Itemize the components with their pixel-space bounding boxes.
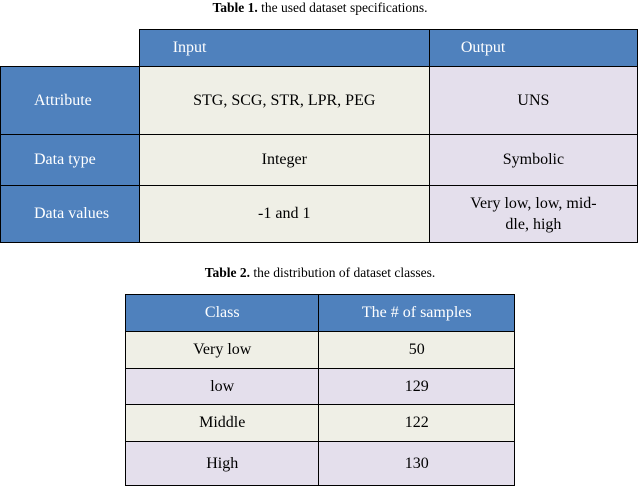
table1-output-cell: Symbolic [429,135,637,186]
table1-output-cell: UNS [429,67,637,135]
samples-cell: 122 [319,405,515,442]
table1-caption-text: the used dataset specifications. [257,0,428,15]
table2-caption-text: the distribution of dataset classes. [250,265,436,280]
samples-cell: 129 [319,369,515,405]
samples-cell: 130 [319,442,515,486]
table2-header-row [126,295,515,332]
table1-row-datavalues [1,186,638,243]
table1-row-attribute [1,67,638,135]
table1-caption-label: Table 1. [212,0,258,15]
table1-corner-cell [1,30,140,67]
table2-caption [0,265,640,281]
class-cell: Very low [126,332,319,369]
dataset-specifications-table [0,29,638,243]
table1-row-label: Data type [1,135,140,186]
table1-row-label: Data values [1,186,140,243]
table2-header-samples: The # of samples [319,295,515,332]
class-cell: low [126,369,319,405]
table1-header-output: Output [429,30,637,67]
table1-header-input: Input [139,30,429,67]
table1-input-cell: -1 and 1 [139,186,429,243]
class-cell: High [126,442,319,486]
table-row [126,405,515,442]
class-cell: Middle [126,405,319,442]
table1-caption [0,0,640,16]
class-distribution-table [125,294,515,486]
table1-input-cell: Integer [139,135,429,186]
samples-cell: 50 [319,332,515,369]
table1-row-datatype [1,135,638,186]
table2-header-class: Class [126,295,319,332]
table1-input-cell: STG, SCG, STR, LPR, PEG [139,67,429,135]
table-row [126,369,515,405]
table2-caption-label: Table 2. [204,265,251,280]
table1-output-cell: Very low, low, mid- dle, high [429,186,637,243]
table-row [126,442,515,486]
table1-row-label: Attribute [1,67,140,135]
table1-header-row [1,30,638,67]
table-row [126,332,515,369]
